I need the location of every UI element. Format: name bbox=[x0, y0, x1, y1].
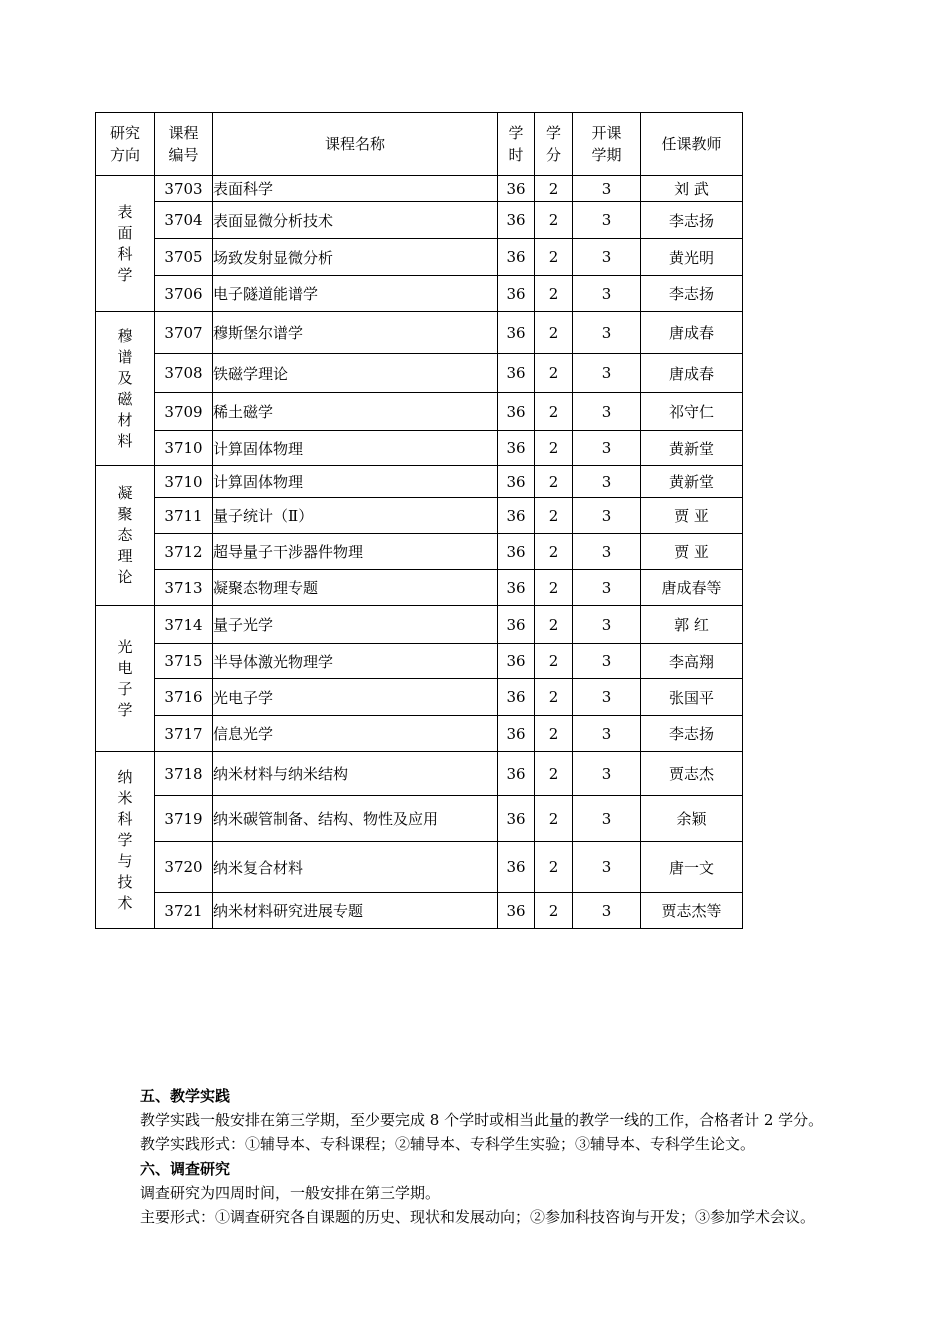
table-row bbox=[96, 239, 743, 276]
course-credits: 2 bbox=[535, 312, 573, 354]
course-name: 场致发射显微分析 bbox=[213, 239, 498, 276]
course-term: 3 bbox=[573, 431, 641, 466]
course-term: 3 bbox=[573, 716, 641, 752]
course-hours: 36 bbox=[498, 570, 535, 606]
course-teacher: 余颖 bbox=[641, 796, 743, 842]
course-name: 半导体激光物理学 bbox=[213, 644, 498, 679]
course-credits: 2 bbox=[535, 393, 573, 431]
course-term: 3 bbox=[573, 893, 641, 929]
course-name: 凝聚态物理专题 bbox=[213, 570, 498, 606]
table-row bbox=[96, 466, 743, 498]
course-code: 3716 bbox=[155, 679, 213, 716]
research-direction-cell bbox=[96, 176, 155, 312]
header-term: 开课 学期 bbox=[573, 113, 641, 176]
course-credits: 2 bbox=[535, 276, 573, 312]
table-row bbox=[96, 842, 743, 893]
course-credits: 2 bbox=[535, 239, 573, 276]
course-credits: 2 bbox=[535, 570, 573, 606]
course-credits: 2 bbox=[535, 752, 573, 796]
course-code: 3721 bbox=[155, 893, 213, 929]
course-term: 3 bbox=[573, 644, 641, 679]
course-hours: 36 bbox=[498, 893, 535, 929]
course-term: 3 bbox=[573, 466, 641, 498]
course-credits: 2 bbox=[535, 534, 573, 570]
course-code: 3715 bbox=[155, 644, 213, 679]
course-teacher: 黄光明 bbox=[641, 239, 743, 276]
course-teacher: 李志扬 bbox=[641, 276, 743, 312]
course-hours: 36 bbox=[498, 431, 535, 466]
course-credits: 2 bbox=[535, 176, 573, 202]
course-credits: 2 bbox=[535, 498, 573, 534]
course-hours: 36 bbox=[498, 796, 535, 842]
course-term: 3 bbox=[573, 534, 641, 570]
research-direction-cell bbox=[96, 606, 155, 752]
course-teacher: 唐成春 bbox=[641, 354, 743, 393]
section-paragraph: 调查研究为四周时间，一般安排在第三学期。 bbox=[140, 1184, 441, 1202]
research-direction: 穆 谱 及 磁 材 料 bbox=[117, 326, 133, 450]
research-direction-cell bbox=[96, 466, 155, 606]
course-code: 3720 bbox=[155, 842, 213, 893]
table-row bbox=[96, 176, 743, 202]
research-direction: 凝 聚 态 理 论 bbox=[117, 484, 133, 586]
course-name: 表面科学 bbox=[213, 176, 498, 202]
course-code: 3707 bbox=[155, 312, 213, 354]
course-credits: 2 bbox=[535, 466, 573, 498]
course-name: 稀土磁学 bbox=[213, 393, 498, 431]
course-hours: 36 bbox=[498, 202, 535, 239]
table-row bbox=[96, 312, 743, 354]
table-row bbox=[96, 679, 743, 716]
course-credits: 2 bbox=[535, 842, 573, 893]
course-code: 3705 bbox=[155, 239, 213, 276]
course-code: 3710 bbox=[155, 431, 213, 466]
table-row bbox=[96, 606, 743, 644]
course-teacher: 贾志杰等 bbox=[641, 893, 743, 929]
table-row bbox=[96, 644, 743, 679]
course-code: 3703 bbox=[155, 176, 213, 202]
course-term: 3 bbox=[573, 202, 641, 239]
course-name: 计算固体物理 bbox=[213, 431, 498, 466]
course-teacher: 张国平 bbox=[641, 679, 743, 716]
table-row bbox=[96, 796, 743, 842]
header-code: 课程 编号 bbox=[155, 113, 213, 176]
course-teacher: 唐一文 bbox=[641, 842, 743, 893]
course-term: 3 bbox=[573, 176, 641, 202]
course-hours: 36 bbox=[498, 498, 535, 534]
course-credits: 2 bbox=[535, 679, 573, 716]
course-code: 3709 bbox=[155, 393, 213, 431]
course-teacher: 黄新堂 bbox=[641, 431, 743, 466]
course-name: 纳米复合材料 bbox=[213, 842, 498, 893]
table-row bbox=[96, 202, 743, 239]
course-hours: 36 bbox=[498, 534, 535, 570]
course-credits: 2 bbox=[535, 431, 573, 466]
course-teacher: 唐成春 bbox=[641, 312, 743, 354]
section-heading: 五、教学实践 bbox=[140, 1087, 231, 1105]
course-hours: 36 bbox=[498, 842, 535, 893]
course-name: 纳米材料与纳米结构 bbox=[213, 752, 498, 796]
course-hours: 36 bbox=[498, 276, 535, 312]
course-hours: 36 bbox=[498, 679, 535, 716]
course-name: 量子统计（Ⅱ） bbox=[213, 498, 498, 534]
section-paragraph: 教学实践一般安排在第三学期，至少要完成 8 个学时或相当此量的教学一线的工作，合格者计 2 学分。 bbox=[140, 1111, 824, 1129]
course-teacher: 刘 武 bbox=[641, 176, 743, 202]
table-row bbox=[96, 431, 743, 466]
course-term: 3 bbox=[573, 276, 641, 312]
course-teacher: 贾 亚 bbox=[641, 534, 743, 570]
section-heading: 六、调查研究 bbox=[140, 1160, 231, 1178]
course-code: 3704 bbox=[155, 202, 213, 239]
table-row bbox=[96, 498, 743, 534]
course-code: 3719 bbox=[155, 796, 213, 842]
course-teacher: 李高翔 bbox=[641, 644, 743, 679]
course-name: 量子光学 bbox=[213, 606, 498, 644]
table-row bbox=[96, 393, 743, 431]
table-row bbox=[96, 752, 743, 796]
research-direction-cell bbox=[96, 312, 155, 466]
course-name: 信息光学 bbox=[213, 716, 498, 752]
course-code: 3714 bbox=[155, 606, 213, 644]
course-name: 计算固体物理 bbox=[213, 466, 498, 498]
course-hours: 36 bbox=[498, 752, 535, 796]
research-direction: 光 电 子 学 bbox=[117, 637, 133, 719]
course-credits: 2 bbox=[535, 354, 573, 393]
header-hours: 学 时 bbox=[498, 113, 535, 176]
course-teacher: 贾志杰 bbox=[641, 752, 743, 796]
course-credits: 2 bbox=[535, 893, 573, 929]
course-term: 3 bbox=[573, 752, 641, 796]
course-code: 3713 bbox=[155, 570, 213, 606]
table-row bbox=[96, 276, 743, 312]
course-credits: 2 bbox=[535, 644, 573, 679]
course-credits: 2 bbox=[535, 606, 573, 644]
course-term: 3 bbox=[573, 842, 641, 893]
course-term: 3 bbox=[573, 606, 641, 644]
course-code: 3711 bbox=[155, 498, 213, 534]
course-hours: 36 bbox=[498, 606, 535, 644]
course-credits: 2 bbox=[535, 796, 573, 842]
course-teacher: 黄新堂 bbox=[641, 466, 743, 498]
course-code: 3706 bbox=[155, 276, 213, 312]
table-row bbox=[96, 534, 743, 570]
section-paragraph: 主要形式：①调查研究各自课题的历史、现状和发展动向；②参加科技咨询与开发；③参加学术会议。 bbox=[140, 1208, 816, 1226]
course-code: 3718 bbox=[155, 752, 213, 796]
course-name: 超导量子干涉器件物理 bbox=[213, 534, 498, 570]
course-hours: 36 bbox=[498, 466, 535, 498]
research-direction-cell bbox=[96, 752, 155, 929]
table-header-row bbox=[96, 113, 743, 176]
course-table bbox=[95, 112, 743, 929]
header-name: 课程名称 bbox=[213, 113, 498, 176]
header-teacher: 任课教师 bbox=[641, 113, 743, 176]
course-teacher: 郭 红 bbox=[641, 606, 743, 644]
course-hours: 36 bbox=[498, 176, 535, 202]
course-term: 3 bbox=[573, 354, 641, 393]
section-paragraph: 教学实践形式：①辅导本、专科课程；②辅导本、专科学生实验；③辅导本、专科学生论文。 bbox=[140, 1135, 756, 1153]
course-term: 3 bbox=[573, 796, 641, 842]
course-code: 3712 bbox=[155, 534, 213, 570]
course-credits: 2 bbox=[535, 716, 573, 752]
course-hours: 36 bbox=[498, 716, 535, 752]
course-name: 铁磁学理论 bbox=[213, 354, 498, 393]
course-term: 3 bbox=[573, 393, 641, 431]
course-term: 3 bbox=[573, 239, 641, 276]
research-direction: 纳 米 科 学 与 技 术 bbox=[117, 767, 133, 912]
course-teacher: 李志扬 bbox=[641, 202, 743, 239]
course-hours: 36 bbox=[498, 312, 535, 354]
course-credits: 2 bbox=[535, 202, 573, 239]
course-name: 表面显微分析技术 bbox=[213, 202, 498, 239]
course-teacher: 祁守仁 bbox=[641, 393, 743, 431]
course-hours: 36 bbox=[498, 354, 535, 393]
header-credits: 学 分 bbox=[535, 113, 573, 176]
course-name: 纳米材料研究进展专题 bbox=[213, 893, 498, 929]
course-name: 纳米碳管制备、结构、物性及应用 bbox=[213, 796, 498, 842]
course-term: 3 bbox=[573, 679, 641, 716]
table-row bbox=[96, 354, 743, 393]
table-row bbox=[96, 570, 743, 606]
course-hours: 36 bbox=[498, 644, 535, 679]
course-code: 3708 bbox=[155, 354, 213, 393]
course-name: 穆斯堡尔谱学 bbox=[213, 312, 498, 354]
course-name: 电子隧道能谱学 bbox=[213, 276, 498, 312]
table-row bbox=[96, 716, 743, 752]
table-row bbox=[96, 893, 743, 929]
course-name: 光电子学 bbox=[213, 679, 498, 716]
course-hours: 36 bbox=[498, 393, 535, 431]
course-hours: 36 bbox=[498, 239, 535, 276]
course-teacher: 贾 亚 bbox=[641, 498, 743, 534]
course-code: 3710 bbox=[155, 466, 213, 498]
section-investigation bbox=[140, 1157, 930, 1229]
research-direction: 表 面 科 学 bbox=[117, 202, 133, 284]
section-teaching-practice bbox=[140, 1084, 930, 1156]
course-code: 3717 bbox=[155, 716, 213, 752]
course-term: 3 bbox=[573, 312, 641, 354]
course-teacher: 唐成春等 bbox=[641, 570, 743, 606]
course-term: 3 bbox=[573, 570, 641, 606]
course-term: 3 bbox=[573, 498, 641, 534]
course-teacher: 李志扬 bbox=[641, 716, 743, 752]
header-direction: 研究 方向 bbox=[96, 113, 155, 176]
